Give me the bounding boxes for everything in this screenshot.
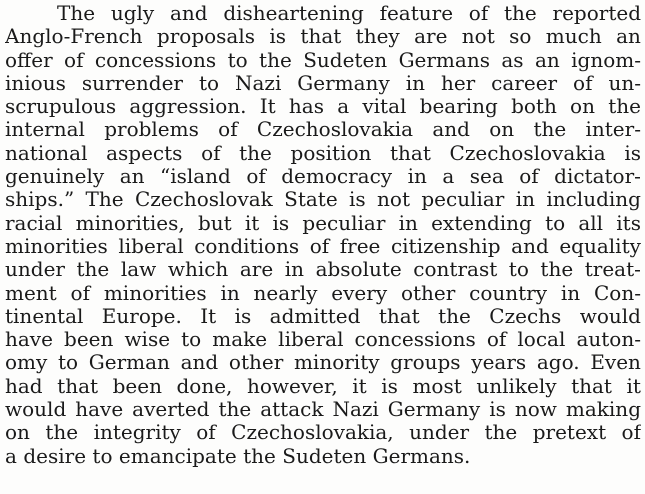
- word: every: [331, 281, 388, 305]
- word: her: [440, 71, 476, 95]
- word: making: [565, 398, 641, 422]
- word: of: [201, 141, 221, 165]
- word: disheartening: [223, 2, 364, 25]
- text-line: [5, 49, 641, 72]
- word: the: [259, 48, 292, 72]
- word: concessions: [94, 48, 217, 72]
- text-line: [5, 328, 641, 351]
- word: other: [228, 351, 284, 375]
- word: Con-: [593, 281, 641, 305]
- word: offer: [5, 48, 53, 72]
- word: Germans.: [372, 444, 471, 468]
- word: in: [284, 258, 305, 282]
- word: is: [349, 188, 366, 212]
- word: vital: [362, 95, 407, 119]
- word: un-: [608, 71, 641, 95]
- word: contrast: [413, 258, 498, 282]
- word: tinental: [5, 304, 84, 328]
- word: extending: [431, 211, 532, 235]
- word: dictator-: [554, 165, 641, 189]
- word: omy: [5, 351, 48, 375]
- text-line: [5, 212, 641, 235]
- word: would: [5, 398, 67, 422]
- word: of: [246, 165, 266, 189]
- word: Anglo-French: [5, 25, 143, 49]
- word: an: [119, 165, 145, 189]
- word: been: [64, 328, 114, 352]
- word: career: [491, 71, 558, 95]
- word: bearing: [419, 95, 498, 119]
- word: that: [571, 374, 612, 398]
- word: is: [234, 304, 252, 328]
- word: and: [180, 351, 219, 375]
- word: ago.: [536, 351, 580, 375]
- word: the: [218, 398, 252, 422]
- word: is: [381, 374, 398, 398]
- word: Germans: [398, 48, 490, 72]
- word: attack: [260, 398, 324, 422]
- word: Czechs: [489, 304, 562, 328]
- word: internal: [5, 118, 85, 142]
- word: proposals: [156, 25, 256, 49]
- word: to: [198, 71, 220, 95]
- word: ugly: [110, 2, 155, 25]
- word: pretext: [532, 421, 607, 445]
- word: under: [409, 421, 470, 445]
- word: is: [624, 141, 641, 165]
- word: been: [112, 374, 162, 398]
- word: however,: [246, 374, 338, 398]
- word: that: [57, 374, 99, 398]
- word: unlikely: [476, 374, 557, 398]
- word: of: [573, 71, 593, 95]
- word: ignom-: [571, 48, 641, 72]
- word: peculiar: [302, 211, 386, 235]
- word: Germany: [387, 398, 481, 422]
- word: Europe.: [101, 304, 182, 328]
- word: of: [70, 281, 90, 305]
- word: so: [509, 25, 532, 49]
- word: under: [5, 258, 65, 282]
- word: the: [484, 421, 518, 445]
- word: in: [398, 211, 418, 235]
- word: liberal: [278, 328, 344, 352]
- word: of: [218, 118, 238, 142]
- word: the: [608, 95, 641, 119]
- word: integrity: [93, 421, 181, 445]
- word: racial: [5, 211, 63, 235]
- word: years: [471, 351, 527, 375]
- word: on: [570, 95, 595, 119]
- word: not: [377, 188, 411, 212]
- word: desire: [23, 444, 87, 468]
- word: both: [511, 95, 557, 119]
- word: done,: [176, 374, 233, 398]
- word: State: [284, 188, 338, 212]
- word: ment: [5, 281, 57, 305]
- word: an: [534, 48, 560, 72]
- word: local: [517, 328, 566, 352]
- word: the: [45, 421, 79, 445]
- word: Czechoslovakia: [256, 118, 414, 142]
- word: other: [400, 281, 456, 305]
- word: but: [197, 211, 232, 235]
- word: now: [514, 398, 557, 422]
- word: It: [200, 304, 217, 328]
- word: free: [339, 234, 381, 258]
- word: of: [64, 48, 84, 72]
- word: The: [85, 188, 124, 212]
- word: concessions: [354, 328, 476, 352]
- text-line: [5, 351, 641, 374]
- word: Sudeten: [303, 48, 388, 72]
- word: to: [58, 351, 79, 375]
- word: all: [578, 211, 604, 235]
- word: would: [579, 304, 641, 328]
- text-line: [5, 258, 641, 281]
- word: Nazi: [234, 71, 282, 95]
- text-line: [5, 375, 641, 398]
- text-line: [5, 72, 641, 95]
- word: to: [92, 444, 113, 468]
- word: German: [88, 351, 170, 375]
- word: wise: [124, 328, 171, 352]
- word: Sudeten: [282, 444, 367, 468]
- word: minority: [293, 351, 380, 375]
- word: of: [196, 421, 216, 445]
- word: the: [76, 258, 110, 282]
- word: are: [239, 258, 274, 282]
- word: problems: [104, 118, 199, 142]
- word: to: [508, 258, 529, 282]
- word: of: [468, 2, 489, 25]
- word: to: [181, 328, 202, 352]
- word: Nazi: [332, 398, 379, 422]
- word: national: [5, 141, 88, 165]
- word: conditions: [194, 234, 300, 258]
- word: citizenship: [390, 234, 501, 258]
- word: democracy: [281, 165, 393, 189]
- word: of: [519, 165, 539, 189]
- word: groups: [390, 351, 461, 375]
- word: its: [616, 211, 641, 235]
- word: a: [442, 165, 455, 189]
- word: in: [407, 165, 427, 189]
- word: the: [243, 444, 276, 468]
- word: not: [461, 25, 495, 49]
- word: it: [626, 374, 641, 398]
- word: is: [272, 211, 290, 235]
- word: to: [545, 211, 566, 235]
- word: is: [489, 398, 506, 422]
- word: has: [288, 95, 324, 119]
- word: law: [120, 258, 157, 282]
- word: Germany: [297, 71, 390, 95]
- word: Even: [590, 351, 641, 375]
- text-line: [5, 165, 641, 188]
- word: is: [269, 25, 287, 49]
- word: equality: [559, 234, 641, 258]
- text-line: [5, 282, 641, 305]
- word: ships.”: [5, 188, 75, 212]
- article-body: [5, 2, 641, 468]
- word: most: [412, 374, 462, 398]
- word: liberal: [118, 234, 184, 258]
- text-line: [5, 305, 641, 328]
- word: as: [501, 48, 524, 72]
- word: emancipate: [118, 444, 237, 468]
- word: the: [239, 141, 272, 165]
- word: that: [300, 25, 342, 49]
- word: treat-: [584, 258, 641, 282]
- word: are: [414, 25, 448, 49]
- word: feature: [379, 2, 454, 25]
- word: Czechoslovakia: [449, 141, 606, 165]
- word: of: [621, 421, 641, 445]
- word: of: [309, 234, 330, 258]
- text-line: [5, 25, 641, 48]
- word: scrupulous: [5, 95, 117, 119]
- text-line: [5, 142, 641, 165]
- text-line: [5, 2, 641, 25]
- word: aspects: [106, 141, 183, 165]
- word: the: [504, 2, 537, 25]
- word: in: [515, 188, 535, 212]
- word: minorities: [103, 281, 207, 305]
- word: Czechoslovakia,: [231, 421, 394, 445]
- word: have: [5, 328, 53, 352]
- word: It: [259, 95, 276, 119]
- word: on: [489, 118, 515, 142]
- word: minorities,: [75, 211, 185, 235]
- word: surrender: [81, 71, 183, 95]
- word: genuinely: [5, 165, 105, 189]
- word: reported: [552, 2, 641, 25]
- word: a: [337, 95, 350, 119]
- word: averted: [132, 398, 210, 422]
- text-line: [5, 445, 641, 468]
- word: to: [227, 48, 248, 72]
- word: had: [5, 374, 43, 398]
- word: that: [390, 141, 431, 165]
- word: inious: [5, 71, 66, 95]
- word: absolute: [315, 258, 402, 282]
- word: position: [290, 141, 372, 165]
- word: it: [244, 211, 260, 235]
- text-line: [5, 235, 641, 258]
- word: on: [5, 421, 30, 445]
- word: nearly: [253, 281, 318, 305]
- word: admitted: [269, 304, 361, 328]
- word: country: [469, 281, 548, 305]
- text-line: [5, 398, 641, 421]
- word: auton-: [576, 328, 641, 352]
- word: peculiar: [421, 188, 505, 212]
- word: inter-: [585, 118, 641, 142]
- word: of: [486, 328, 507, 352]
- word: that: [378, 304, 420, 328]
- word: an: [616, 25, 641, 49]
- word: they: [355, 25, 400, 49]
- word: sea: [469, 165, 504, 189]
- word: a: [5, 444, 17, 468]
- word: the: [438, 304, 471, 328]
- word: including: [546, 188, 641, 212]
- word: in: [405, 71, 425, 95]
- word: make: [212, 328, 268, 352]
- word: the: [533, 118, 567, 142]
- word: “island: [159, 165, 231, 189]
- text-line: [5, 188, 641, 211]
- word: in: [220, 281, 240, 305]
- word: much: [545, 25, 602, 49]
- text-line: [5, 95, 641, 118]
- word: The: [57, 2, 96, 25]
- word: aggression.: [129, 95, 247, 119]
- word: and: [169, 2, 208, 25]
- word: have: [75, 398, 124, 422]
- word: minorities: [5, 234, 108, 258]
- word: and: [511, 234, 549, 258]
- word: Czechoslovak: [134, 188, 273, 212]
- word: the: [540, 258, 574, 282]
- word: it: [352, 374, 367, 398]
- text-line: [5, 118, 641, 141]
- word: in: [560, 281, 581, 305]
- text-line: [5, 421, 641, 444]
- word: which: [167, 258, 229, 282]
- word: and: [432, 118, 470, 142]
